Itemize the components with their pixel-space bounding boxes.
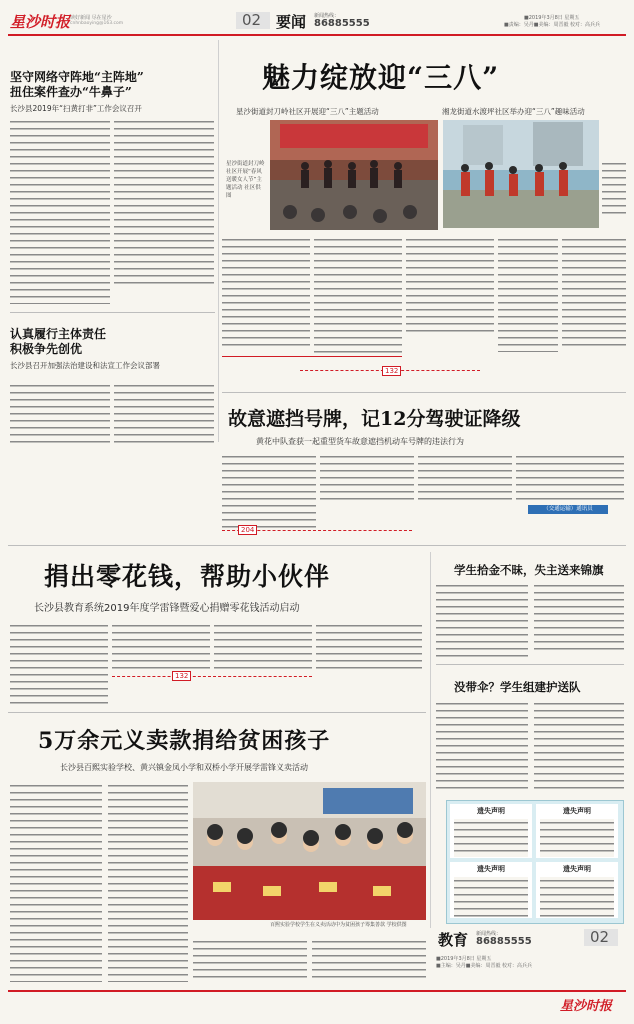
story-c-subtitle: 黄花中队查获一起重型货车故意遮挡机动车号牌的违法行为 <box>256 437 464 446</box>
footer-date-line: ■2019年3月8日 星期五 <box>436 956 492 962</box>
story-b-title-2: 积极争先创优 <box>10 342 83 356</box>
footer-section-bar <box>436 928 626 950</box>
footer-logo: 星沙时报 <box>560 999 613 1014</box>
story-g-subtitle: 长沙县百熙实验学校、黄兴镇金凤小学和双桥小学开展学雷锋义卖活动 <box>60 763 308 772</box>
story-d-title: 捐出零花钱，帮助小伙伴 <box>44 562 331 591</box>
page-header <box>8 10 626 32</box>
story-a-body-col1 <box>10 118 110 304</box>
story-c-byline: （交通运输）通讯员 <box>528 505 608 514</box>
notice-4 <box>536 862 618 918</box>
section-name: 要闻 <box>276 13 307 31</box>
story-b-body-col1 <box>10 382 110 444</box>
footer-editor-line: ■主编：吴丹■美编：周晋毅 校对：高兵兵 <box>436 963 533 969</box>
masthead-logo: 星沙时报 <box>10 13 71 31</box>
footer-section: 教育 <box>438 931 469 949</box>
feature-photo-right <box>443 120 599 228</box>
footer-rule <box>8 990 626 992</box>
story-e-title: 学生拾金不昧，失主送来锦旗 <box>454 563 604 577</box>
notice-3 <box>450 862 532 918</box>
header-rule <box>8 34 626 36</box>
story-d-body-col1 <box>10 622 108 706</box>
story-d-body-col2 <box>112 622 210 672</box>
story-c-body-col2 <box>320 453 414 503</box>
story-f-title: 没带伞？学生组建护送队 <box>454 680 581 694</box>
notice-1-title: 遗失声明 <box>477 807 505 815</box>
story-g-body-col1 <box>10 782 102 982</box>
story-c-body-col1 <box>222 453 316 533</box>
notice-4-title: 遗失声明 <box>563 865 591 873</box>
story-c-title: 故意遮挡号牌，记12分驾驶证降级 <box>228 408 521 430</box>
story-g-body-col4 <box>312 938 426 982</box>
editor-line: ■责编：吴丹■美编：周晋毅 校对：高兵兵 <box>504 22 601 28</box>
story-g-body-col3 <box>193 938 307 982</box>
story-a-title-1: 坚守网络守阵地“主阵地” <box>10 70 144 84</box>
footer-hotline: 86885555 <box>476 936 532 947</box>
feature-body-col3 <box>406 236 494 336</box>
stage-performance-photo <box>270 120 438 230</box>
feature-body-col4 <box>498 236 558 352</box>
annotation-width-2: 204 <box>238 525 257 535</box>
feature-caption-left: 星沙街道封刀岭社区开展迎“三八”主题活动 <box>236 107 379 116</box>
story-e-body-col2 <box>534 582 624 650</box>
masthead-tagline: 读好新闻 尽在星沙 <box>70 15 112 21</box>
annotation-width-3: 132 <box>172 671 191 681</box>
notice-3-title: 遗失声明 <box>477 865 505 873</box>
story-a-title-2: 扭住案件查办“牛鼻子” <box>10 85 132 99</box>
masthead-email: cnhnbaoying@163.com <box>70 21 124 26</box>
feature-body-col1 <box>222 236 310 346</box>
story-a-body-col2 <box>114 118 214 286</box>
story-g-photo-caption: 百熙实验学校学生在义卖活动中为贫困孩子筹集善款 学校供图 <box>270 922 407 928</box>
feature-body-col5 <box>562 236 626 346</box>
feature-side-text <box>602 160 626 216</box>
story-f-body-col1 <box>436 700 528 790</box>
feature-title: 魅力绽放迎“三八” <box>262 61 500 94</box>
story-g-title: 5万余元义卖款捐给贫困孩子 <box>38 728 331 754</box>
date-line: ■2019年3月8日 星期五 <box>524 15 580 21</box>
story-d-subtitle: 长沙县教育系统2019年度学雷锋暨爱心捐赠零花钱活动启动 <box>34 603 300 614</box>
story-b-title-1: 认真履行主体责任 <box>10 327 107 341</box>
story-b <box>10 327 215 371</box>
notice-2-title: 遗失声明 <box>563 807 591 815</box>
annotation-width-1: 132 <box>382 366 401 376</box>
notice-2 <box>536 804 618 858</box>
story-c-body-col4 <box>516 453 624 503</box>
page-number: 02 <box>242 11 262 29</box>
story-e-body-col1 <box>436 582 528 660</box>
feature-side-note: 星沙街道封刀岭社区开展“春风送暖女人节”主题活动 社区供图 <box>226 161 265 199</box>
story-g-photo <box>193 782 426 920</box>
story-a-subtitle: 长沙县2019年“扫黄打非”工作会议召开 <box>10 104 142 113</box>
story-c-body-col3 <box>418 453 512 503</box>
feature-caption-right: 湘龙街道水渡坪社区举办迎“三八”趣味活动 <box>442 107 585 116</box>
feature-body-col2 <box>314 236 402 356</box>
notice-1 <box>450 804 532 858</box>
story-f-body-col2 <box>534 700 624 790</box>
hotline-number: 86885555 <box>314 18 370 29</box>
feature-photo-left <box>270 120 438 230</box>
story-b-body-col2 <box>114 382 214 444</box>
story-d-body-col4 <box>316 622 422 672</box>
charity-sale-photo <box>193 782 426 920</box>
hotline-label: 新闻热线： <box>314 13 340 19</box>
footer-page-number: 02 <box>590 928 610 946</box>
footer-hotline-label: 新闻热线： <box>476 931 502 937</box>
story-b-subtitle: 长沙县召开加强法治建设和法宣工作会议部署 <box>10 361 160 370</box>
story-a <box>10 70 215 114</box>
story-g-body-col2 <box>108 782 188 982</box>
outdoor-game-photo <box>443 120 599 228</box>
story-d-body-col3 <box>214 622 312 672</box>
